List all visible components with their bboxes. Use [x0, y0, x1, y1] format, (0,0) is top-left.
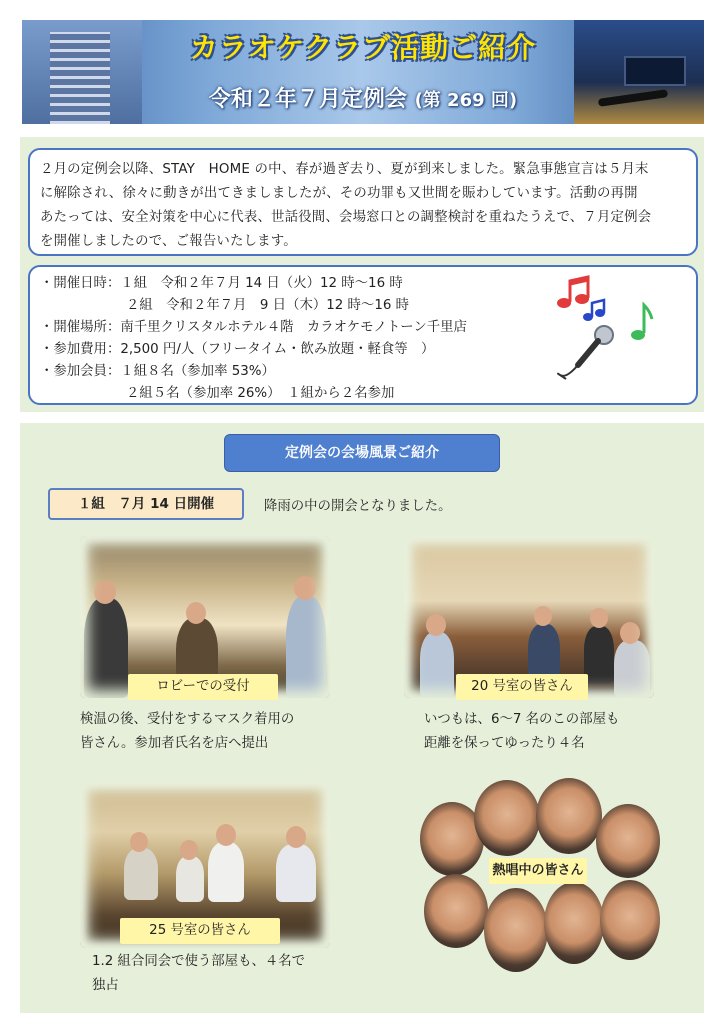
person-figure [584, 626, 614, 684]
page-title: カラオケクラブ活動ご紹介 [189, 31, 537, 64]
page-subtitle [22, 82, 704, 113]
photo-caption: 20 号室の皆さん [456, 674, 588, 700]
info-fee-row: ・参加費用：2,500 円/人（フリータイム・飲み放題・軽食等 ） [40, 342, 435, 357]
red-note-icon [557, 277, 589, 308]
desc-line: いつもは、6〜7 名のこの部屋も [424, 712, 620, 727]
singer-photo [484, 888, 548, 972]
intro-line: ２月の定例会以降、STAY HOME の中、春が過ぎ去り、夏が到来しました。緊急事態宣言は５月末 [40, 162, 649, 177]
person-figure [614, 640, 650, 698]
person-figure [286, 596, 326, 698]
person-head [94, 580, 116, 604]
singer-photo [600, 880, 660, 960]
intro-line: あたっては、安全対策を中心に代表、世話役間、会場窓口との調整検討を重ねたうえで、７月定例会 [40, 210, 652, 225]
meeting-count: (第 269 回) [414, 90, 518, 111]
music-notes-icon [552, 275, 662, 391]
info-place-row: ・開催場所：南千里クリスタルホテル４階 カラオケモノトーン千里店 [40, 320, 467, 335]
person-figure [420, 632, 454, 698]
info-members-row: ・参加会員：１組８名（参加率 53%） [40, 364, 275, 379]
person-head [426, 614, 446, 636]
photo-caption: 25 号室の皆さん [120, 918, 280, 944]
photo-description [424, 708, 619, 756]
singer-photo [424, 874, 488, 948]
blue-note-icon [583, 300, 605, 321]
group-tag: １組 ７月 14 日開催 [48, 488, 244, 520]
person-figure [124, 848, 158, 900]
section-heading: 定例会の会場風景ご紹介 [224, 434, 500, 472]
singer-photo [596, 804, 660, 878]
photo-description [80, 708, 294, 756]
info-members-row-2: ２組５名（参加率 26%） １組から２名参加 [126, 386, 395, 401]
singer-photo [474, 780, 540, 856]
group-note: 降雨の中の開会となりました。 [264, 499, 452, 514]
photo-description [92, 950, 305, 998]
person-head [186, 602, 206, 624]
info-date-row: ・開催日時：１組 令和２年７月 14 日（火）12 時〜16 時 [40, 276, 403, 291]
person-head [620, 622, 640, 644]
meeting-info-box [28, 265, 698, 405]
intro-line: に解除され、徐々に動きが出てきましましたが、その功罪も又世間を賑わしています。活動の再開 [40, 186, 638, 201]
person-head [130, 832, 148, 852]
singer-photo [544, 882, 604, 964]
singer-photo [536, 778, 602, 854]
intro-line: を開催しましたので、ご報告いたします。 [40, 234, 297, 249]
person-figure [208, 842, 244, 902]
collage-caption: 熱唱中の皆さん [489, 858, 587, 884]
person-figure [176, 856, 204, 902]
person-head [216, 824, 236, 846]
person-head [180, 840, 198, 860]
microphone-icon [558, 326, 613, 379]
intro-box [28, 148, 698, 256]
desc-line: 皆さん。参加者氏名を店へ提出 [80, 736, 269, 751]
person-head [534, 606, 552, 626]
photo-caption: ロビーでの受付 [128, 674, 278, 700]
meeting-name: 令和２年７月定例会 [208, 87, 407, 112]
person-head [294, 576, 316, 600]
person-head [590, 608, 608, 628]
green-note-icon [631, 305, 652, 340]
desc-line: 距離を保ってゆったり４名 [424, 736, 585, 751]
person-head [286, 826, 306, 848]
person-figure [84, 598, 128, 698]
desc-line: 1.2 組合同会で使う部屋も、４名で [92, 954, 306, 969]
header-banner [22, 20, 704, 124]
info-date-row-2: ２組 令和２年７月 9 日（木）12 時〜16 時 [126, 298, 410, 313]
person-figure [276, 844, 316, 902]
desc-line: 独占 [92, 978, 119, 993]
desc-line: 検温の後、受付をするマスク着用の [80, 712, 295, 727]
